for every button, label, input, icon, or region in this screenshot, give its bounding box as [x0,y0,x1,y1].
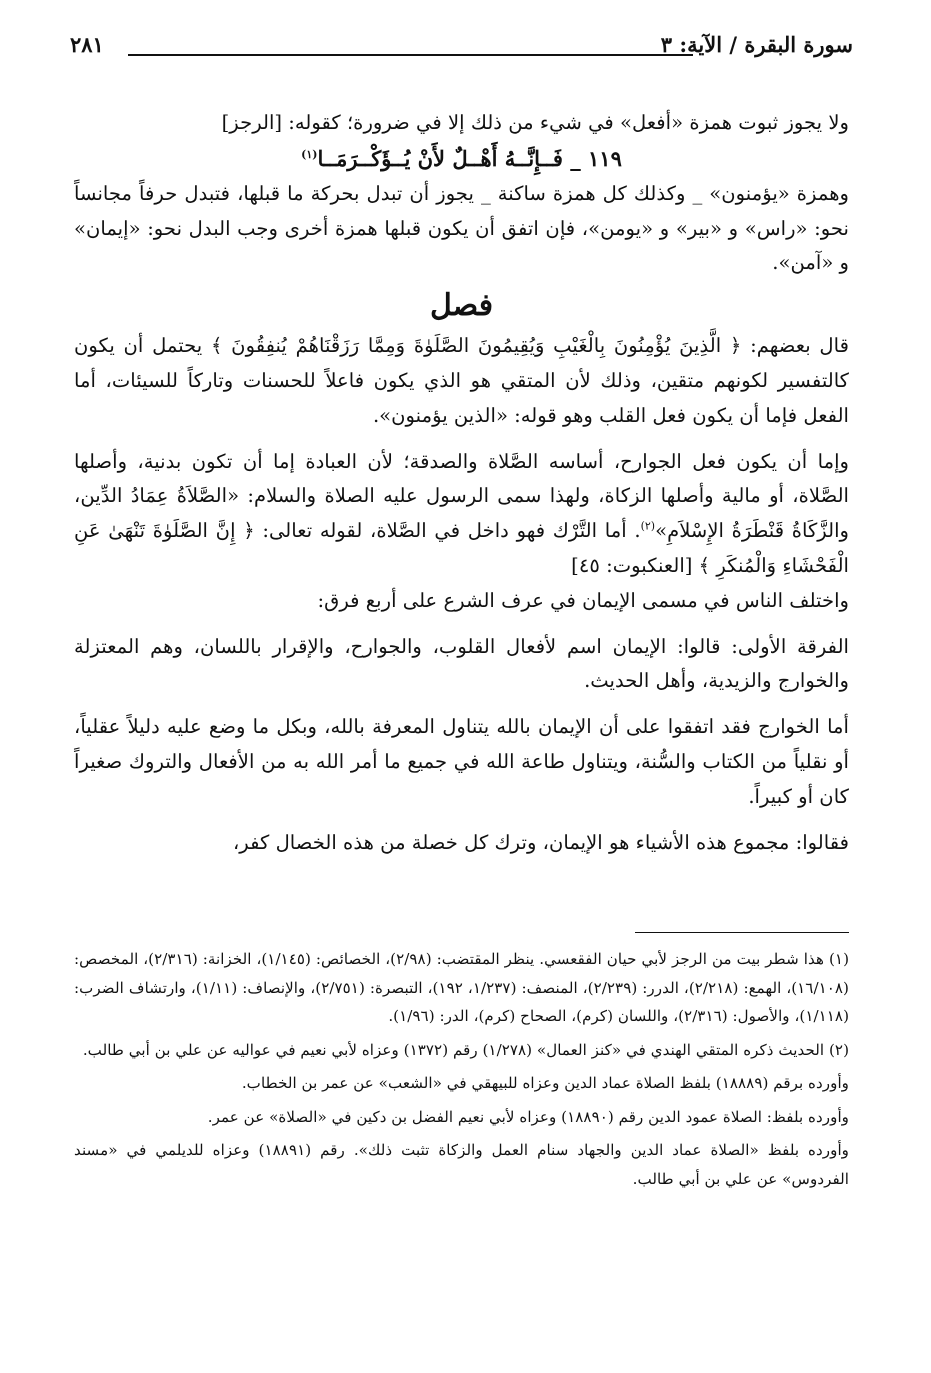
footnotes [74,945,849,1193]
paragraph-hamza-yuminun: وهمزة «يؤمنون» _ وكذلك كل همزة ساكنة _ يجوز أن تبدل بحركة ما قبلها، فتبدل حرفاً مجانساً نحو: «راس» و «بير» و «يومن»، فإن اتفق أن يكون قبلها همزة أخرى وجب البدل نحو: «إيمان» و «آمن». [74,181,849,275]
footnote-ref-1: (١) [301,147,318,161]
footnote-2: (٢) الحديث ذكره المتقي الهندي في «كنز العمال» (١/٢٧٨) رقم (١٣٧٢) وعزاه لأبي نعيم في عواليه عن علي بن أبي طالب. [82,1040,849,1059]
paragraph-alladhina: قال بعضهم: ﴿ الَّذِينَ يُؤْمِنُونَ بِالْغَيْبِ وَيُقِيمُونَ الصَّلَوٰةَ وَمِمَّا رَزَقْنَاهُمْ يُنفِقُونَ ﴾ يحتمل أن يكون كالتفسير لكونهم متقين، وذلك لأن المتقي هو الذي يكون فاعلاً للحسنات وتاركاً للسيئات، أما الفعل فإما أن يكون فعل القلب وهو قوله: «الذين يؤمنون». [74,334,849,427]
footnote-2-line-2: وأورده برقم (١٨٨٨٩) بلفظ الصلاة عماد الدين وعزاه للبيهقي في «الشعب» عن عمر بن الخطاب. [241,1074,849,1092]
footnote-ref-2: (٢) [640,519,656,533]
paragraph-four-groups: واختلف الناس في مسمى الإيمان في عرف الشرع على أربع فرق: [317,588,849,612]
running-header [70,30,853,66]
paragraph-jawarih-part2: . أما التَّرْك فهو داخل في الصَّلاة، لقوله تعالى: ﴿ إِنَّ الصَّلَوٰةَ تَنْهَىٰ عَنِ الْفَحْشَاءِ وَالْمُنكَرِ ﴾ [العنكبوت: ٤٥] [74,519,849,577]
paragraph-hamza-afal: ولا يجوز ثبوت همزة «أفعل» في شيء من ذلك إلا في ضرورة؛ كقوله: [الرجز] [221,111,849,134]
paragraph-khawarij: أما الخوارج فقد اتفقوا على أن الإيمان بالله يتناول المعرفة بالله، وبكل ما وضع عليه دليلاً عقلياً، أو نقلياً من الكتاب والسُّنة، ويتناول طاعة الله في جميع ما أمر الله به من الأفعال والتروك صغيراً كان أو كبيراً. [74,715,849,808]
page-number: ٢٨١ [70,32,104,57]
verse-text: ١١٩ _ فَــإِنَّــهُ أَهْــلٌ لأَنْ يُــؤَكْــرَمَــا [317,145,622,171]
surah-verse-title: سورة البقرة / الآية: ٣ [660,32,853,57]
footnote-2-line-4: وأورده بلفظ «الصلاة عماد الدين والجهاد سنام العمل والزكاة تثبت ذلك». رقم (١٨٨٩١) وعزاه للديلمي في «مسند الفردوس» عن علي بن أبي طالب. [74,1141,850,1188]
paragraph-jawarih-part1: وإما أن يكون فعل الجوارح، أساسه الصَّلاة والصدقة؛ لأن العبادة إما أن تكون بدنية، وأصلها الصَّلاة، أو مالية وأصلها الزكاة، ولهذا سمى الرسول عليه الصلاة والسلام: «الصَّلاَةُ عِمَادُ الدِّين، والزَّكَاةُ قَنْطَرَةُ الإِسْلاَمِ» [74,449,849,543]
poetry-verse [74,141,849,177]
paragraph-jawarih [74,445,849,584]
footnote-1: (١) هذا شطر بيت من الرجز لأبي حيان الفقعسي. ينظر المقتضب: (٢/٩٨)، الخصائص: (١/١٤٥)، الخزانة: (٢/٣١٦)، المخصص: (١٦/١٠٨)، الهمع: (٢/٢١٨)، الدرر: (٢/٢٣٩)، المنصف: (١/٢٣٧، ١٩٢)، التبصرة: (٢/٧٥١)، والإنصاف: (١/١١)، وارتشاف الضرب: (١/١١٨)، والأصول: (٢/٣١٦)، واللسان (كرم)، الصحاح (كرم)، الدر: (١/٩٦). [74,950,850,1025]
header-rule [128,54,693,56]
footnote-separator [635,932,849,933]
section-heading: فصل [429,288,494,324]
main-text [74,106,849,860]
paragraph-first-group: الفرقة الأولى: قالوا: الإيمان اسم لأفعال القلوب، والجوارح، والإقرار باللسان، وهم المعتزلة والخوارج والزيدية، وأهل الحديث. [74,634,849,693]
footnote-2-line-3: وأورده بلفظ: الصلاة عمود الدين رقم (١٨٨٩٠) وعزاه لأبي نعيم الفضل بن دكين في «الصلاة» عن عمر. [207,1107,849,1126]
paragraph-majmu: فقالوا: مجموع هذه الأشياء هو الإيمان، وترك كل خصلة من هذه الخصال كفر، [232,830,849,854]
